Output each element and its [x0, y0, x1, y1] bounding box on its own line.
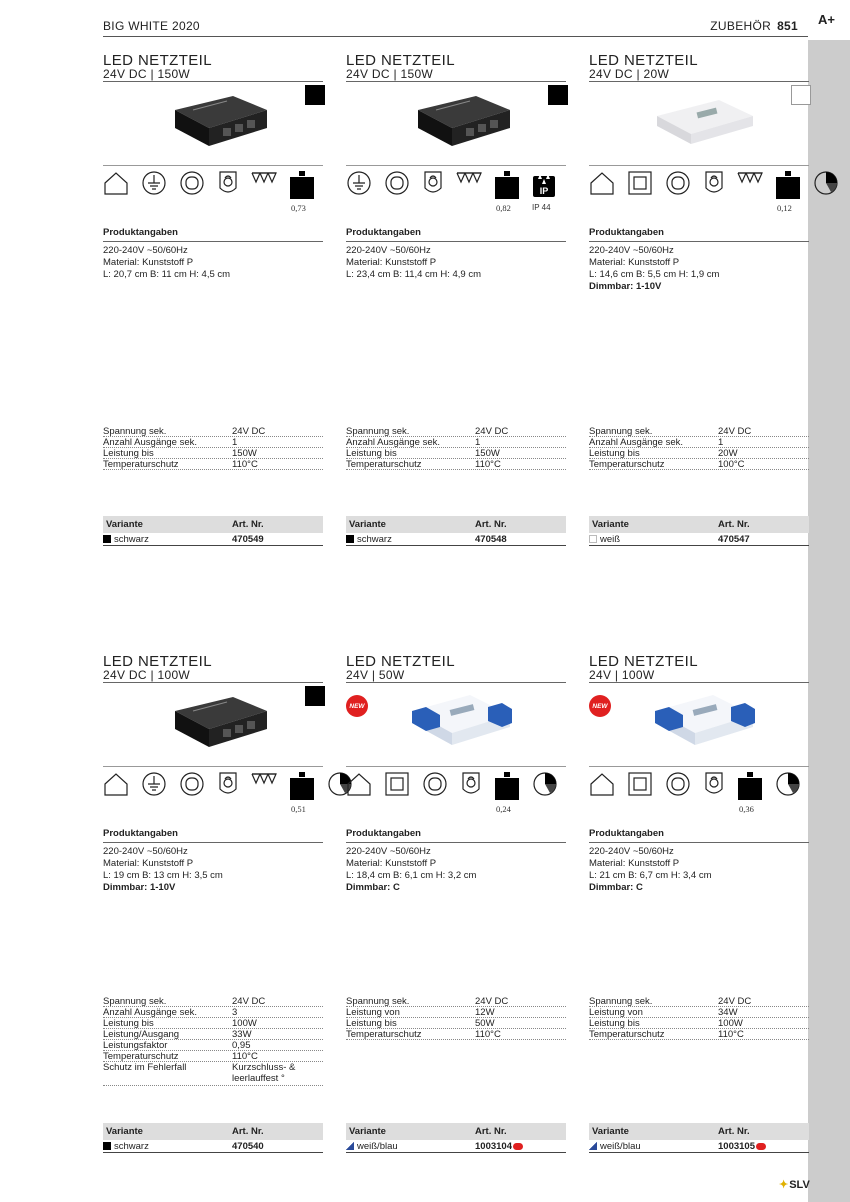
title-rule [589, 81, 809, 82]
tech-row [346, 437, 566, 448]
tech-row [103, 1029, 323, 1040]
product-subtitle: 24V | 100W [589, 668, 655, 682]
article-number: 1003104 [475, 1140, 512, 1152]
icons-rule [346, 165, 566, 166]
tech-key: Leistung bis [346, 448, 397, 459]
spec-list [346, 846, 566, 894]
weight-value: 0,51 [291, 804, 306, 814]
feature-icons [103, 771, 323, 816]
product-title: LED NETZTEIL [589, 653, 698, 670]
class2-icon [422, 771, 448, 797]
spec-line: Material: Kunststoff P [103, 257, 194, 268]
square-icon [627, 170, 653, 196]
art-header-label: Art. Nr. [475, 519, 507, 530]
tech-row [103, 1007, 323, 1018]
tech-value: 1 [475, 437, 481, 448]
feature-icons [103, 170, 323, 215]
tech-row [346, 448, 566, 459]
tech-key: Leistung bis [589, 1018, 640, 1029]
variant-header [103, 1123, 323, 1140]
tech-row [589, 437, 809, 448]
tech-key: Leistung bis [103, 448, 154, 459]
title-rule [589, 682, 809, 683]
variant-row[interactable] [589, 533, 809, 546]
variant-name: weiß/blau [600, 1140, 641, 1152]
tech-value: 1 [232, 437, 238, 448]
tech-key: Temperaturschutz [589, 459, 665, 470]
bulb-icon [422, 170, 444, 196]
dimmable-line: Dimmbar: 1-10V [103, 882, 176, 893]
icons-rule [103, 766, 323, 767]
spec-list [346, 245, 566, 281]
new-badge: NEW [589, 695, 611, 717]
tech-row [103, 1062, 323, 1086]
tech-row [589, 1018, 809, 1029]
class2-icon [665, 771, 691, 797]
bulb-icon [217, 771, 239, 797]
product-card [589, 54, 809, 556]
product-card [346, 54, 566, 556]
variant-color-icon [589, 535, 597, 543]
tech-key: Spannung sek. [346, 996, 410, 1007]
product-image [163, 88, 273, 158]
variant-table [346, 1123, 566, 1153]
weight-value: 0,82 [496, 203, 511, 213]
spec-line: L: 18,4 cm B: 6,1 cm H: 3,2 cm [346, 870, 477, 881]
house-icon [589, 170, 615, 196]
product-image [406, 689, 516, 759]
new-dot-icon [513, 1143, 523, 1150]
tech-key: Leistung bis [589, 448, 640, 459]
icons-rule [589, 766, 809, 767]
tech-key: Leistung von [589, 1007, 643, 1018]
tech-key: Temperaturschutz [589, 1029, 665, 1040]
product-title: LED NETZTEIL [589, 52, 698, 69]
tech-row [103, 437, 323, 448]
house-icon [346, 771, 372, 797]
variant-row[interactable] [346, 533, 566, 546]
tech-value: 110°C [718, 1029, 744, 1040]
product-title: LED NETZTEIL [103, 653, 212, 670]
tech-row [103, 448, 323, 459]
tech-value: 110°C [232, 459, 258, 470]
tech-value: 100°C [718, 459, 745, 470]
tech-table [589, 996, 809, 1040]
tech-value: 24V DC [718, 996, 752, 1007]
earth-icon [346, 170, 372, 196]
product-subtitle: 24V DC | 150W [103, 67, 191, 81]
tech-value: 150W [232, 448, 257, 459]
tech-key: Leistung/Ausgang [103, 1029, 180, 1040]
tech-key: Anzahl Ausgänge sek. [589, 437, 684, 448]
feature-icons [346, 771, 566, 816]
tech-row [346, 996, 566, 1007]
variant-row[interactable] [103, 1140, 323, 1153]
spec-line: 220-240V ~50/60Hz [103, 846, 188, 857]
spec-line: Material: Kunststoff P [103, 858, 194, 869]
variant-name: schwarz [357, 533, 392, 545]
section-rule [346, 842, 566, 843]
weight-value: 0,12 [777, 203, 792, 213]
variant-color-icon [103, 1142, 111, 1150]
weight-icon [494, 170, 520, 200]
tech-value: 100W [232, 1018, 257, 1029]
variant-table [346, 516, 566, 546]
spec-line: Material: Kunststoff P [346, 858, 437, 869]
bulb-icon [703, 771, 725, 797]
tech-value: 24V DC [232, 426, 266, 437]
product-image [406, 88, 516, 158]
spec-line: L: 23,4 cm B: 11,4 cm H: 4,9 cm [346, 269, 481, 280]
product-title: LED NETZTEIL [103, 52, 212, 69]
variant-header-label: Variante [592, 519, 629, 530]
tech-row [589, 1007, 809, 1018]
triple-triangle-icon [737, 170, 763, 188]
tech-value: 0,95 [232, 1040, 251, 1051]
triple-triangle-icon [251, 170, 277, 188]
spec-line: 220-240V ~50/60Hz [346, 846, 431, 857]
variant-name: weiß/blau [357, 1140, 398, 1152]
variant-table [589, 1123, 809, 1153]
spec-line: L: 19 cm B: 13 cm H: 3,5 cm [103, 870, 223, 881]
article-number: 1003105 [718, 1140, 755, 1152]
variant-color-icon [589, 1142, 597, 1150]
tech-table [103, 996, 323, 1086]
weight-value: 0,36 [739, 804, 754, 814]
new-badge: NEW [346, 695, 368, 717]
tech-value: 3 [232, 1007, 238, 1018]
tech-key: Temperaturschutz [346, 459, 422, 470]
article-number: 470548 [475, 533, 507, 545]
variant-table [103, 516, 323, 546]
slv-logo: ✦SLV [779, 1179, 810, 1191]
tech-table [346, 426, 566, 470]
spec-line: L: 20,7 cm B: 11 cm H: 4,5 cm [103, 269, 231, 280]
tech-key: Anzahl Ausgänge sek. [346, 437, 441, 448]
section-heading: Produktangaben [103, 227, 178, 238]
spec-line: 220-240V ~50/60Hz [346, 245, 431, 256]
dimmable-line: Dimmbar: C [346, 882, 400, 893]
variant-header-label: Variante [106, 1126, 143, 1137]
icons-rule [346, 766, 566, 767]
house-icon [589, 771, 615, 797]
dimmable-line: Dimmbar: C [589, 882, 643, 893]
tech-row [589, 996, 809, 1007]
title-rule [103, 682, 323, 683]
house-icon [103, 771, 129, 797]
spec-list [103, 245, 323, 281]
variant-header [103, 516, 323, 533]
spec-line: Material: Kunststoff P [346, 257, 437, 268]
tech-row [103, 1040, 323, 1051]
feature-icons [589, 771, 809, 816]
color-swatch [305, 85, 325, 105]
variant-header [589, 1123, 809, 1140]
product-subtitle: 24V DC | 100W [103, 668, 191, 682]
tech-key: Leistungsfaktor [103, 1040, 168, 1051]
feature-icons [346, 170, 566, 215]
tech-key: Spannung sek. [103, 996, 167, 1007]
square-icon [384, 771, 410, 797]
tech-row [103, 996, 323, 1007]
tech-row [589, 1029, 809, 1040]
product-image [649, 88, 759, 158]
color-swatch [791, 85, 811, 105]
tech-value: 100W [718, 1018, 743, 1029]
variant-header-label: Variante [106, 519, 143, 530]
tech-key: Anzahl Ausgänge sek. [103, 1007, 198, 1018]
tech-value: Kurzschluss- & leerlauffest ° [232, 1062, 296, 1084]
spec-line: 220-240V ~50/60Hz [589, 245, 674, 256]
tech-row [346, 426, 566, 437]
tech-row [103, 1018, 323, 1029]
tech-value: 110°C [232, 1051, 258, 1062]
product-subtitle: 24V DC | 150W [346, 67, 434, 81]
dimmer-icon [532, 771, 558, 797]
product-card [589, 655, 809, 1163]
tech-table [589, 426, 809, 470]
section-heading: Produktangaben [589, 227, 664, 238]
color-swatch [548, 85, 568, 105]
tech-key: Spannung sek. [589, 426, 653, 437]
product-card [103, 655, 323, 1163]
section-heading: Produktangaben [103, 828, 178, 839]
tech-value: 33W [232, 1029, 252, 1040]
variant-header [346, 1123, 566, 1140]
svg-text:IP: IP [539, 186, 549, 196]
tech-value: 24V DC [475, 996, 509, 1007]
page-number: 851 [777, 19, 798, 33]
triple-triangle-icon [251, 771, 277, 789]
section-rule [346, 241, 566, 242]
variant-header [589, 516, 809, 533]
tech-row [346, 1029, 566, 1040]
tech-key: Spannung sek. [103, 426, 167, 437]
art-header-label: Art. Nr. [232, 1126, 264, 1137]
spec-list [103, 846, 323, 894]
variant-table [103, 1123, 323, 1153]
bulb-icon [217, 170, 239, 196]
tech-key: Leistung von [346, 1007, 400, 1018]
weight-icon [289, 170, 315, 200]
class2-icon [179, 771, 205, 797]
catalog-title: BIG WHITE 2020 [103, 19, 200, 33]
section-header [710, 19, 798, 33]
product-title: LED NETZTEIL [346, 653, 455, 670]
tech-key: Temperaturschutz [346, 1029, 422, 1040]
section-rule [103, 241, 323, 242]
tech-value: 150W [475, 448, 500, 459]
tech-value: 110°C [475, 459, 501, 470]
dimmer-icon [775, 771, 801, 797]
ip-rating: IP 44 [532, 203, 551, 212]
product-title: LED NETZTEIL [346, 52, 455, 69]
variant-color-icon [103, 535, 111, 543]
article-number: 470549 [232, 533, 264, 545]
section-rule [103, 842, 323, 843]
variant-header-label: Variante [349, 519, 386, 530]
title-rule [346, 682, 566, 683]
variant-row[interactable] [346, 1140, 566, 1153]
title-rule [346, 81, 566, 82]
variant-name: schwarz [114, 533, 149, 545]
section-rule [589, 842, 809, 843]
tech-row [103, 426, 323, 437]
tech-value: 24V DC [232, 996, 266, 1007]
color-swatch [305, 686, 325, 706]
tech-key: Leistung bis [103, 1018, 154, 1029]
tech-value: 34W [718, 1007, 738, 1018]
tech-row [103, 459, 323, 470]
art-header-label: Art. Nr. [232, 519, 264, 530]
title-rule [103, 81, 323, 82]
tech-row [346, 1007, 566, 1018]
triple-triangle-icon [456, 170, 482, 188]
bulb-icon [703, 170, 725, 196]
product-card [346, 655, 566, 1163]
tech-table [103, 426, 323, 470]
variant-table [589, 516, 809, 546]
spec-list [589, 846, 809, 894]
variant-row[interactable] [103, 533, 323, 546]
house-icon [103, 170, 129, 196]
icons-rule [103, 165, 323, 166]
art-header-label: Art. Nr. [718, 1126, 750, 1137]
section-heading: Produktangaben [589, 828, 664, 839]
tech-value: 50W [475, 1018, 495, 1029]
dimmer-icon [813, 170, 839, 196]
earth-icon [141, 771, 167, 797]
weight-icon [289, 771, 315, 801]
tech-value: 110°C [475, 1029, 501, 1040]
bulb-icon [460, 771, 482, 797]
article-number: 470547 [718, 533, 750, 545]
variant-header-label: Variante [592, 1126, 629, 1137]
icons-rule [589, 165, 809, 166]
tech-row [589, 426, 809, 437]
product-subtitle: 24V | 50W [346, 668, 405, 682]
variant-header-label: Variante [349, 1126, 386, 1137]
tech-key: Anzahl Ausgänge sek. [103, 437, 198, 448]
section-heading: Produktangaben [346, 227, 421, 238]
new-dot-icon [756, 1143, 766, 1150]
spec-line: L: 14,6 cm B: 5,5 cm H: 1,9 cm [589, 269, 720, 280]
earth-icon [141, 170, 167, 196]
spec-line: Material: Kunststoff P [589, 858, 680, 869]
spec-line: 220-240V ~50/60Hz [589, 846, 674, 857]
tech-row [589, 459, 809, 470]
header-rule [103, 36, 808, 37]
section-rule [589, 241, 809, 242]
section-label: ZUBEHÖR [710, 19, 772, 33]
tech-key: Temperaturschutz [103, 459, 179, 470]
tech-row [346, 1018, 566, 1029]
tech-key: Spannung sek. [346, 426, 410, 437]
class2-icon [179, 170, 205, 196]
star-icon: ✦ [779, 1179, 789, 1191]
weight-icon [737, 771, 763, 801]
spec-line: L: 21 cm B: 6,7 cm H: 3,4 cm [589, 870, 712, 881]
chapter-tab: A+ [818, 12, 835, 27]
class2-icon [665, 170, 691, 196]
variant-name: schwarz [114, 1140, 149, 1152]
weight-icon [775, 170, 801, 200]
tech-value: 24V DC [475, 426, 509, 437]
variant-color-icon [346, 1142, 354, 1150]
tech-row [346, 459, 566, 470]
spec-line: Material: Kunststoff P [589, 257, 680, 268]
feature-icons [589, 170, 809, 215]
tech-value: 1 [718, 437, 724, 448]
tech-key: Spannung sek. [589, 996, 653, 1007]
tech-value: 20W [718, 448, 738, 459]
square-icon [627, 771, 653, 797]
class2-icon [384, 170, 410, 196]
ip-icon [532, 170, 556, 198]
article-number: 470540 [232, 1140, 264, 1152]
art-header-label: Art. Nr. [718, 519, 750, 530]
product-image [649, 689, 759, 759]
section-heading: Produktangaben [346, 828, 421, 839]
variant-header [346, 516, 566, 533]
tech-row [103, 1051, 323, 1062]
variant-name: weiß [600, 533, 621, 545]
spec-line: 220-240V ~50/60Hz [103, 245, 188, 256]
spec-list [589, 245, 809, 293]
tech-value: 24V DC [718, 426, 752, 437]
weight-value: 0,24 [496, 804, 511, 814]
weight-value: 0,73 [291, 203, 306, 213]
weight-icon [494, 771, 520, 801]
product-subtitle: 24V DC | 20W [589, 67, 670, 81]
dimmable-line: Dimmbar: 1-10V [589, 281, 662, 292]
product-image [163, 689, 273, 759]
tech-key: Temperaturschutz [103, 1051, 179, 1062]
variant-color-icon [346, 535, 354, 543]
tech-key: Leistung bis [346, 1018, 397, 1029]
product-card [103, 54, 323, 556]
tech-key: Schutz im Fehlerfall [103, 1062, 187, 1073]
variant-row[interactable] [589, 1140, 809, 1153]
tech-row [589, 448, 809, 459]
tech-table [346, 996, 566, 1040]
art-header-label: Art. Nr. [475, 1126, 507, 1137]
tech-value: 12W [475, 1007, 495, 1018]
